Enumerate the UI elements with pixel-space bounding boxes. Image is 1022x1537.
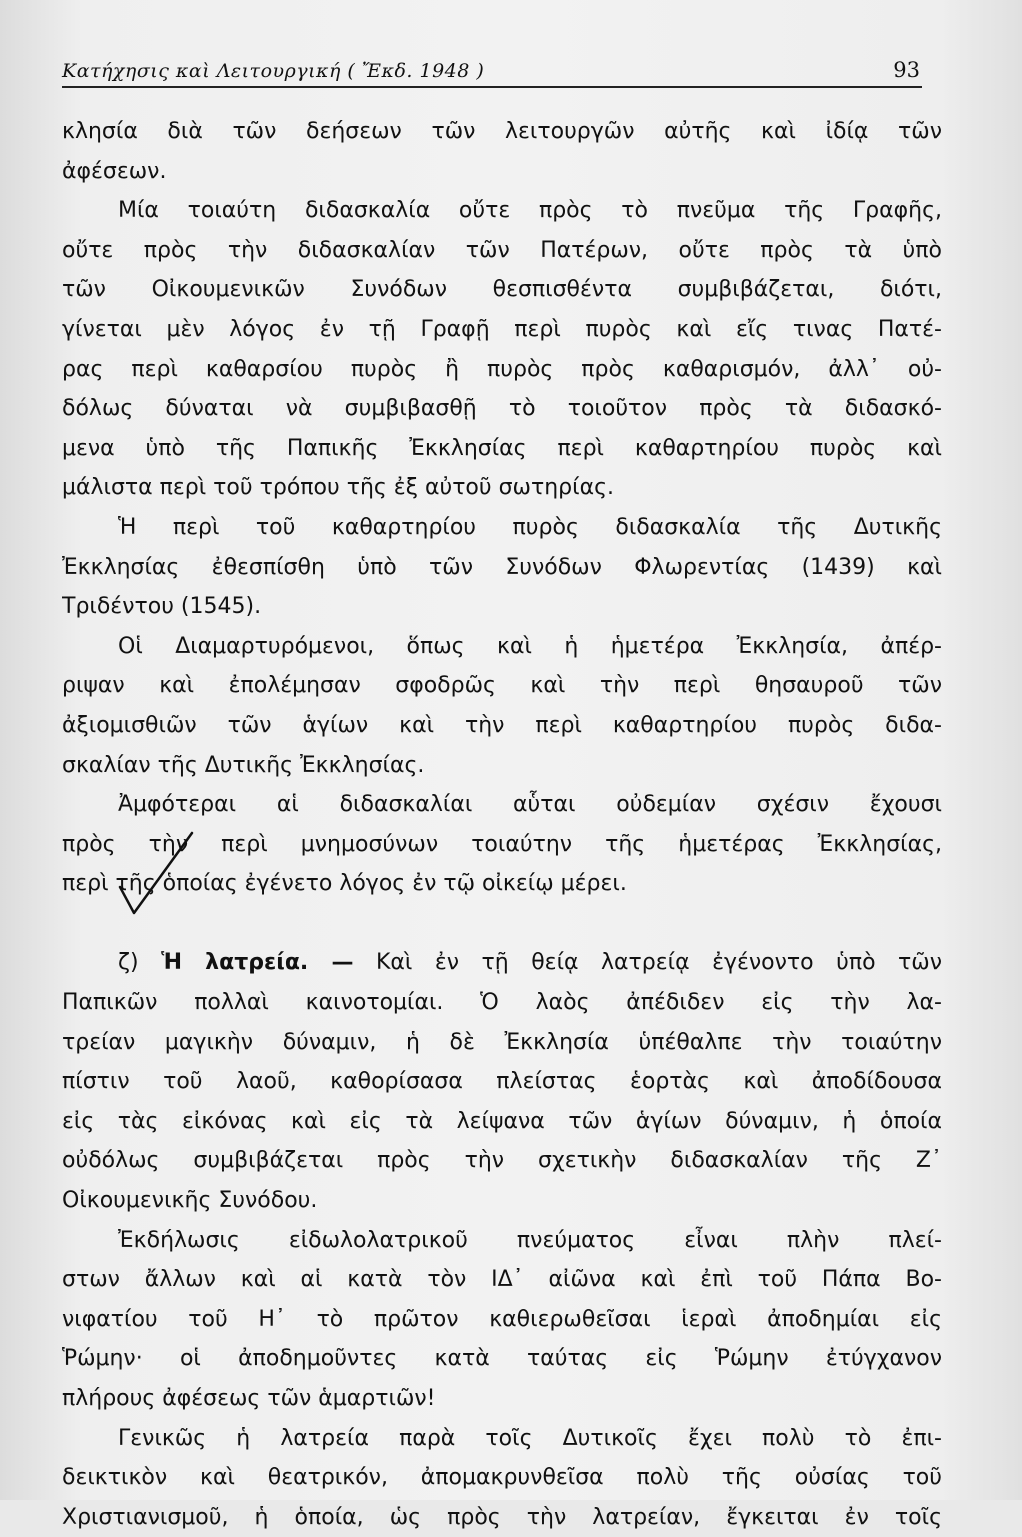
text-line: Γενικῶς ἡ λατρεία παρὰ τοῖς Δυτικοῖς ἔχει πολὺ τὸ ἐπι- (118, 1425, 942, 1451)
page-number: 93 (893, 58, 920, 82)
text-line: μενα ὑπὸ τῆς Παπικῆς Ἐκκλησίας περὶ καθαρτηρίου πυρὸς καὶ (62, 435, 942, 461)
text-line: Τριδέντου (1545). (62, 594, 262, 620)
running-header (62, 50, 922, 88)
text-line: Παπικῶν πολλαὶ καινοτομίαι. Ὁ λαὸς ἀπέδιδεν εἰς τὴν λα- (62, 990, 942, 1016)
text-line: οὐδόλως συμβιβάζεται πρὸς τὴν σχετικὴν διδασκαλίαν τῆς Ζ᾽ (62, 1148, 942, 1174)
text-line: κλησία διὰ τῶν δεήσεων τῶν λειτουργῶν αὐτῆς καὶ ἰδίᾳ τῶν (62, 119, 942, 144)
text-line: Ἐκκλησίας ἐθεσπίσθη ὑπὸ τῶν Συνόδων Φλωρεντίας (1439) καὶ (62, 554, 942, 580)
text-line: δόλως δύναται νὰ συμβιβασθῇ τὸ τοιοῦτον πρὸς τὰ διδασκό- (62, 396, 942, 422)
section-title: Ἡ λατρεία. — (161, 950, 354, 976)
text-line: οὔτε πρὸς τὴν διδασκαλίαν τῶν Πατέρων, οὔτε πρὸς τὰ ὑπὸ (62, 237, 942, 263)
text-line: γίνεται μὲν λόγος ἐν τῇ Γραφῇ περὶ πυρὸς καὶ εἴς τινας Πατέ- (62, 316, 942, 342)
text-line: περὶ τῆς ὁποίας ἐγένετο λόγος ἐν τῷ οἰκείῳ μέρει. (62, 871, 627, 897)
text-line: Ῥώμην· οἱ ἀποδημοῦντες κατὰ ταύτας εἰς Ῥώμην ἐτύγχανον (62, 1346, 942, 1372)
text-line: τρείαν μαγικὴν δύναμιν, ἡ δὲ Ἐκκλησία ὑπέθαλπε τὴν τοιαύτην (62, 1029, 942, 1055)
text-line: εἰς τὰς εἰκόνας καὶ εἰς τὰ λείψανα τῶν ἁγίων δύναμιν, ἡ ὁποία (62, 1108, 942, 1134)
handwritten-checkmark-icon (112, 825, 202, 925)
header-title: Κατήχησις καὶ Λειτουργική ( Ἔκδ. 1948 ) (62, 60, 485, 82)
text-line: πρὸς τὴν περὶ μνημοσύνων τοιαύτην τῆς ἡμετέρας Ἐκκλησίας, (62, 831, 942, 857)
text-line: στων ἄλλων καὶ αἱ κατὰ τὸν ΙΔ᾽ αἰῶνα καὶ ἐπὶ τοῦ Πάπα Βο- (62, 1267, 942, 1293)
text-line: Ἀμφότεραι αἱ διδασκαλίαι αὗται οὐδεμίαν σχέσιν ἔχουσι (118, 792, 942, 818)
text-line: ριψαν καὶ ἐπολέμησαν σφοδρῶς καὶ τὴν περὶ θησαυροῦ τῶν (62, 673, 942, 699)
text-fragment: Καὶ ἐν τῇ θείᾳ λατρείᾳ ἐγένοντο ὑπὸ τῶν (375, 950, 942, 976)
text-line: ἀξιομισθιῶν τῶν ἁγίων καὶ τὴν περὶ καθαρτηρίου πυρὸς διδα- (62, 712, 942, 738)
text-line: ρας περὶ καθαρσίου πυρὸς ἢ πυρὸς πρὸς καθαρισμόν, ἀλλ᾽ οὐ- (62, 356, 942, 382)
text-line: πλήρους ἀφέσεως τῶν ἁμαρτιῶν! (62, 1386, 436, 1411)
text-line: Ἐκδήλωσις εἰδωλολατρικοῦ πνεύματος εἶναι πλὴν πλεί- (118, 1227, 942, 1253)
text-line: Οἰκουμενικῆς Συνόδου. (62, 1188, 318, 1214)
text-line: νιφατίου τοῦ Η᾽ τὸ πρῶτον καθιερωθεῖσαι ἱεραὶ ἀποδημίαι εἰς (62, 1306, 942, 1332)
text-line: δεικτικὸν καὶ θεατρικόν, ἀπομακρυνθεῖσα πολὺ τῆς οὐσίας τοῦ (62, 1465, 942, 1491)
text-line: τῶν Οἰκουμενικῶν Συνόδων θεσπισθέντα συμβιβάζεται, διότι, (62, 277, 942, 303)
text-line: Χριστιανισμοῦ, ἡ ὁποία, ὡς πρὸς τὴν λατρείαν, ἔγκειται ἐν τοῖς (62, 1504, 942, 1530)
text-line: Οἱ Διαμαρτυρόμενοι, ὅπως καὶ ἡ ἡμετέρα Ἐκκλησία, ἀπέρ- (118, 633, 942, 659)
text-line: ἀφέσεων. (62, 158, 167, 184)
section-label: ζ) (118, 950, 139, 976)
text-line: Ἡ περὶ τοῦ καθαρτηρίου πυρὸς διδασκαλία τῆς Δυτικῆς (118, 514, 942, 540)
text-line: πίστιν τοῦ λαοῦ, καθορίσασα πλείστας ἑορτὰς καὶ ἀποδίδουσα (62, 1069, 942, 1095)
text-line: σκαλίαν τῆς Δυτικῆς Ἐκκλησίας. (62, 752, 425, 778)
text-line: Μία τοιαύτη διδασκαλία οὔτε πρὸς τὸ πνεῦμα τῆς Γραφῆς, (118, 198, 942, 224)
section-heading-line (62, 943, 942, 983)
text-line: μάλιστα περὶ τοῦ τρόπου τῆς ἐξ αὐτοῦ σωτηρίας. (62, 475, 614, 501)
